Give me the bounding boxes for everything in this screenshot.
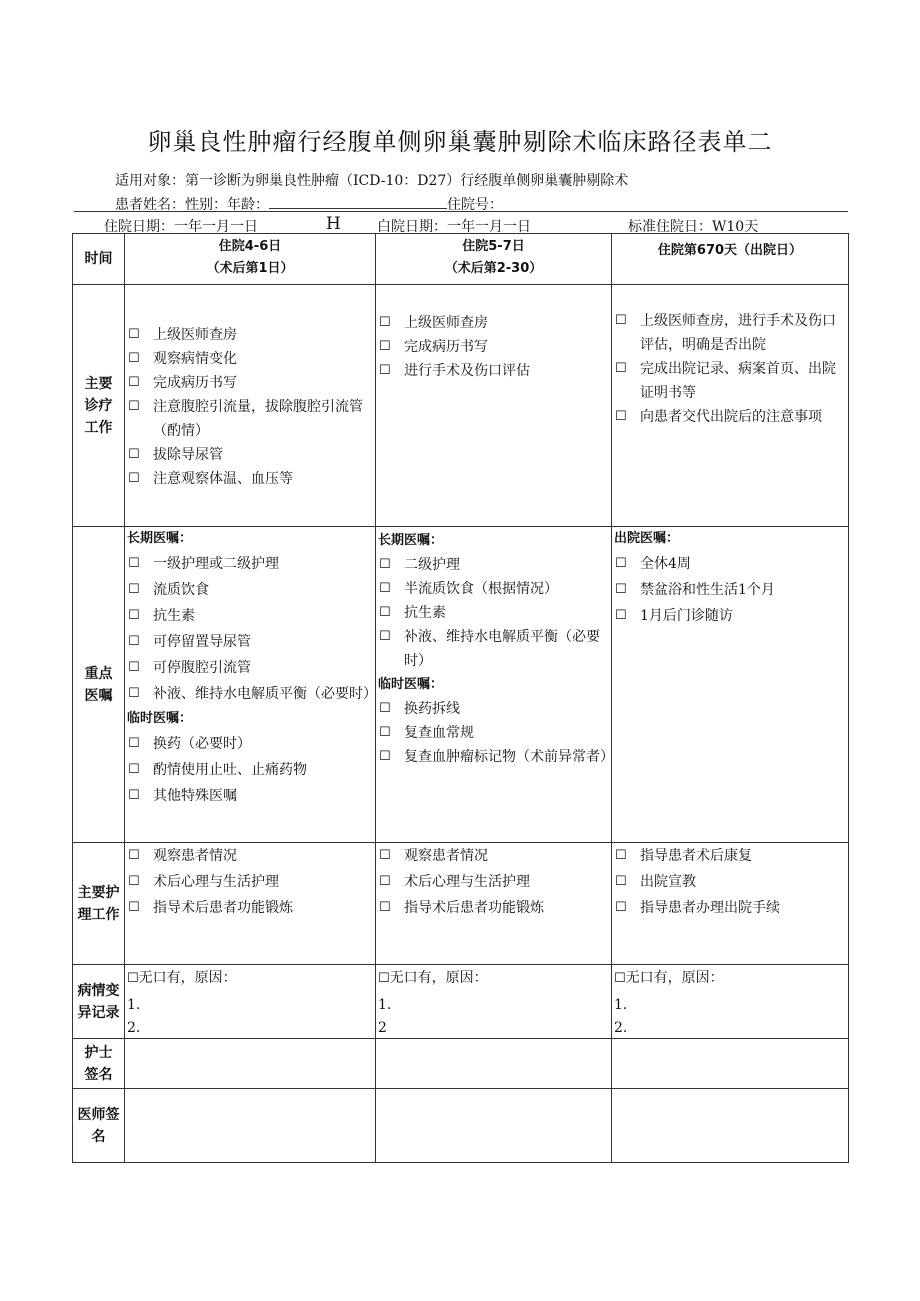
col1-nurse-signature[interactable] xyxy=(125,1039,376,1089)
col2-header-day: 住院5-7日 xyxy=(462,239,525,254)
checklist-item: ☐ 流质饮食 xyxy=(125,577,375,603)
col1-nursing xyxy=(125,843,376,965)
orders-row xyxy=(73,527,849,843)
checkbox-icon[interactable]: ☐ xyxy=(379,701,391,716)
col2-header-postop: （术后第2-30） xyxy=(444,261,543,276)
checklist-item: ☐ 抗生素 xyxy=(125,603,375,629)
checklist-item: ☐ 术后心理与生活护理 xyxy=(125,869,375,895)
nurse-signature-label: 护士 签名 xyxy=(73,1039,125,1089)
variation-line-1: 1. xyxy=(614,997,628,1013)
col1-header-postop: （术后第1日） xyxy=(206,261,294,276)
checklist-item: ☐ 酌情使用止吐、止痛药物 xyxy=(125,757,375,783)
checkbox-icon[interactable]: ☐ xyxy=(128,736,140,751)
col2-orders xyxy=(376,527,612,843)
checkbox-icon[interactable]: ☐ xyxy=(615,313,627,328)
checkbox-icon[interactable]: ☐ xyxy=(615,874,627,889)
clinical-pathway-table xyxy=(72,233,849,1163)
checklist-item: ☐ 注意腹腔引流量，拔除腹腔引流管（酌情） xyxy=(125,395,375,443)
checkbox-icon[interactable]: ☐ xyxy=(615,608,627,623)
temporary-orders-label: 临时医嘱： xyxy=(378,677,444,692)
col2-nurse-signature[interactable] xyxy=(376,1039,612,1089)
checkbox-icon[interactable]: ☐ xyxy=(379,557,391,572)
checkbox-icon[interactable]: ☐ xyxy=(615,900,627,915)
checklist-item: ☐ 观察患者情况 xyxy=(376,843,611,869)
col2-header xyxy=(376,234,612,285)
checkbox-icon[interactable]: ☐ xyxy=(128,351,140,366)
diagnosis-label: 主要 诊疗 工作 xyxy=(73,285,125,527)
checklist-item: ☐ 抗生素 xyxy=(376,601,611,625)
inpatient-no-label: 住院号： xyxy=(447,197,503,213)
checkbox-icon[interactable]: ☐ xyxy=(379,363,391,378)
variation-line-1: 1. xyxy=(127,997,141,1013)
applicable-scope: 适用对象：第一诊断为卵巢良性肿瘤（ICD-10：D27）行经腹单侧卵巢囊肿剔除术 xyxy=(115,173,629,189)
admission-date: 住院日期：一年一月一日 xyxy=(104,219,258,235)
checklist-item: ☐ 禁盆浴和性生活1个月 xyxy=(612,577,848,603)
checklist-item: ☐ 一级护理或二级护理 xyxy=(125,551,375,577)
checklist-item: ☐ 上级医师查房，进行手术及伤口评估，明确是否出院 xyxy=(612,309,848,357)
discharge-orders-label: 出院医嘱： xyxy=(614,531,680,546)
checkbox-icon[interactable]: ☐ xyxy=(128,900,140,915)
checkbox-icon[interactable]: ☐ xyxy=(128,874,140,889)
checkbox-icon[interactable]: ☐ xyxy=(128,848,140,863)
variation-reason: 无口有，原因： xyxy=(389,970,488,986)
checklist-item: ☐ 观察病情变化 xyxy=(125,347,375,371)
header-row xyxy=(73,234,849,285)
checklist-item: ☐ 可停留置导尿管 xyxy=(125,629,375,655)
long-term-orders-label: 长期医嘱： xyxy=(127,531,193,546)
orders-label: 重点 医嘱 xyxy=(73,527,125,843)
variation-line-1: 1. xyxy=(378,997,392,1013)
checklist-item: ☐ 补液、维持水电解质平衡（必要时） xyxy=(376,625,611,673)
patient-name-gender-age: 患者姓名：性别：年龄： xyxy=(115,197,269,213)
checklist-item: ☐ 完成病历书写 xyxy=(125,371,375,395)
checkbox-icon[interactable]: ☐ xyxy=(379,581,391,596)
checkbox-icon[interactable]: ☐ xyxy=(379,874,391,889)
checklist-item: ☐ 指导术后患者功能锻炼 xyxy=(376,895,611,921)
checkbox-icon[interactable]: ☐ xyxy=(379,605,391,620)
variation-line-2: 2. xyxy=(614,1020,628,1036)
checkbox-icon[interactable]: ☐ xyxy=(615,556,627,571)
doctor-signature-row xyxy=(73,1089,849,1163)
checkbox-icon[interactable]: ☐ xyxy=(128,608,140,623)
checklist-item: ☐ 观察患者情况 xyxy=(125,843,375,869)
checkbox-icon[interactable]: ☐ xyxy=(378,971,390,986)
checkbox-icon[interactable]: ☐ xyxy=(128,788,140,803)
col2-doctor-signature[interactable] xyxy=(376,1089,612,1163)
nursing-row xyxy=(73,843,849,965)
nursing-label: 主要护 理工作 xyxy=(73,843,125,965)
discharge-date: 白院日期：一年一月一日 xyxy=(377,219,531,235)
col3-nurse-signature[interactable] xyxy=(612,1039,849,1089)
col3-header-day: 住院第670天（出院日） xyxy=(657,243,803,258)
col3-variation xyxy=(612,965,849,1039)
checkbox-icon[interactable]: ☐ xyxy=(128,686,140,701)
checklist-item: ☐ 完成出院记录、病案首页、出院证明书等 xyxy=(612,357,848,405)
checkbox-icon[interactable]: ☐ xyxy=(128,327,140,342)
checkbox-icon[interactable]: ☐ xyxy=(379,339,391,354)
col1-diagnosis xyxy=(125,285,376,527)
page-title: 卵巢良性肿瘤行经腹单侧卵巢囊肿剔除术临床路径表单二 xyxy=(147,128,773,156)
variation-line-2: 2. xyxy=(127,1020,141,1036)
checklist-item: ☐ 术后心理与生活护理 xyxy=(376,869,611,895)
checklist-item: ☐ 1月后门诊随访 xyxy=(612,603,848,629)
checklist-item: ☐ 指导患者办理出院手续 xyxy=(612,895,848,921)
checkbox-icon[interactable]: ☐ xyxy=(615,582,627,597)
variation-reason: 无口有，原因： xyxy=(138,970,237,986)
col2-variation xyxy=(376,965,612,1039)
checklist-item: ☐ 指导患者术后康复 xyxy=(612,843,848,869)
checklist-item: ☐ 复查血肿瘤标记物（术前异常者） xyxy=(376,745,611,769)
long-term-orders-label: 长期医嘱： xyxy=(378,533,444,548)
checklist-item: ☐ 全休4周 xyxy=(612,551,848,577)
checklist-item: ☐ 向患者交代出院后的注意事项 xyxy=(612,405,848,429)
checklist-item: ☐ 完成病历书写 xyxy=(376,335,611,359)
checklist-item: ☐ 其他特殊医嘱 xyxy=(125,783,375,809)
nurse-signature-row xyxy=(73,1039,849,1089)
checkbox-icon[interactable]: ☐ xyxy=(128,582,140,597)
checkbox-icon[interactable]: ☐ xyxy=(379,315,391,330)
checkbox-icon[interactable]: ☐ xyxy=(128,399,140,414)
checkbox-icon[interactable]: ☐ xyxy=(127,971,139,986)
checklist-item: ☐ 出院宣教 xyxy=(612,869,848,895)
col1-header-day: 住院4-6日 xyxy=(218,239,282,254)
checkbox-icon[interactable]: ☐ xyxy=(615,361,627,376)
col2-diagnosis xyxy=(376,285,612,527)
checklist-item: ☐ 二级护理 xyxy=(376,553,611,577)
variation-row xyxy=(73,965,849,1039)
checklist-item: ☐ 复查血常规 xyxy=(376,721,611,745)
checklist-item: ☐ 拔除导尿管 xyxy=(125,443,375,467)
col1-variation xyxy=(125,965,376,1039)
checklist-item: ☐ 换药（必要时） xyxy=(125,731,375,757)
checklist-item: ☐ 进行手术及伤口评估 xyxy=(376,359,611,383)
checklist-item: ☐ 上级医师查房 xyxy=(125,323,375,347)
col3-nursing xyxy=(612,843,849,965)
col3-header xyxy=(612,234,849,285)
checklist-item: ☐ 注意观察体温、血压等 xyxy=(125,467,375,491)
checkbox-icon[interactable]: ☐ xyxy=(614,971,626,986)
col2-nursing xyxy=(376,843,612,965)
variation-line-2: 2 xyxy=(378,1020,387,1036)
checkbox-icon[interactable]: ☐ xyxy=(379,848,391,863)
checklist-item: ☐ 指导术后患者功能锻炼 xyxy=(125,895,375,921)
col3-doctor-signature[interactable] xyxy=(612,1089,849,1163)
checkbox-icon[interactable]: ☐ xyxy=(128,556,140,571)
col1-doctor-signature[interactable] xyxy=(125,1089,376,1163)
variation-label: 病情变 异记录 xyxy=(73,965,125,1039)
checkbox-icon[interactable]: ☐ xyxy=(379,629,391,644)
checklist-item: ☐ 补液、维持水电解质平衡（必要时） xyxy=(125,681,375,707)
diagnosis-row xyxy=(73,285,849,527)
checkbox-icon[interactable]: ☐ xyxy=(379,725,391,740)
variation-reason: 无口有，原因： xyxy=(625,970,724,986)
col3-diagnosis xyxy=(612,285,849,527)
checkbox-icon[interactable]: ☐ xyxy=(128,762,140,777)
patient-info-underline xyxy=(269,196,447,209)
col1-header xyxy=(125,234,376,285)
checklist-item: ☐ 上级医师查房 xyxy=(376,311,611,335)
standard-stay: 标准住院日：W10天 xyxy=(628,219,759,235)
col3-orders xyxy=(612,527,849,843)
checkbox-icon[interactable]: ☐ xyxy=(128,375,140,390)
temporary-orders-label: 临时医嘱： xyxy=(127,711,193,726)
checkbox-icon[interactable]: ☐ xyxy=(379,900,391,915)
mark-h: H xyxy=(326,214,341,234)
checkbox-icon[interactable]: ☐ xyxy=(128,471,140,486)
col1-orders xyxy=(125,527,376,843)
checklist-item: ☐ 可停腹腔引流管 xyxy=(125,655,375,681)
checkbox-icon[interactable]: ☐ xyxy=(128,660,140,675)
checklist-item: ☐ 换药拆线 xyxy=(376,697,611,721)
checklist-item: ☐ 半流质饮食（根据情况） xyxy=(376,577,611,601)
doctor-signature-label: 医师签 名 xyxy=(73,1089,125,1163)
checkbox-icon[interactable]: ☐ xyxy=(128,447,140,462)
time-label: 时间 xyxy=(73,234,125,285)
checkbox-icon[interactable]: ☐ xyxy=(379,749,391,764)
checkbox-icon[interactable]: ☐ xyxy=(615,848,627,863)
date-row xyxy=(74,211,848,234)
checkbox-icon[interactable]: ☐ xyxy=(128,634,140,649)
checkbox-icon[interactable]: ☐ xyxy=(615,409,627,424)
